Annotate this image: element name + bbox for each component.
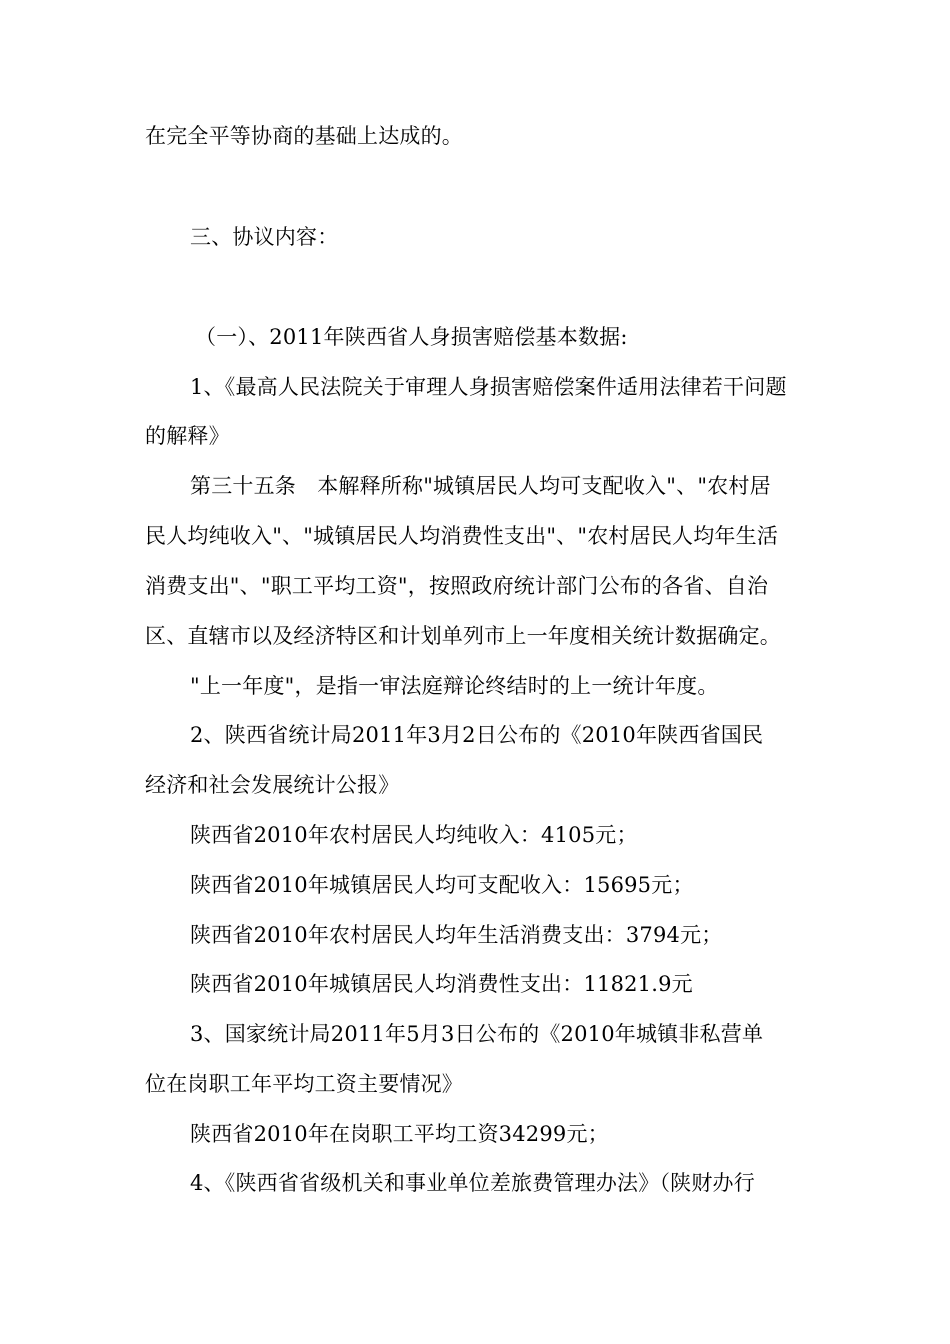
article-35-line-4: 区、直辖市以及经济特区和计划单列市上一年度相关统计数据确定。: [145, 624, 781, 648]
average-wage: 陕西省2010年在岗职工平均工资34299元；: [190, 1122, 609, 1146]
item-3-line-2: 位在岗职工年平均工资主要情况》: [145, 1072, 463, 1096]
article-35-line-2: 民人均纯收入"、"城镇居民人均消费性支出"、"农村居民人均年生活: [145, 524, 779, 548]
rural-net-income: 陕西省2010年农村居民人均纯收入：4105元；: [190, 823, 638, 847]
rural-living-expenditure: 陕西省2010年农村居民人均年生活消费支出：3794元；: [190, 923, 723, 947]
item-3-line-1: 3、国家统计局2011年5月3日公布的《2010年城镇非私营单: [190, 1022, 764, 1046]
item-1-line-2: 的解释》: [145, 424, 230, 448]
previous-year-definition: "上一年度"，是指一审法庭辩论终结时的上一统计年度。: [190, 674, 719, 698]
item-1-line-1: 1、《最高人民法院关于审理人身损害赔偿案件适用法律若干问题: [190, 375, 787, 399]
item-4-line-1: 4、《陕西省省级机关和事业单位差旅费管理办法》（陕财办行: [190, 1171, 755, 1195]
urban-consumption-expenditure: 陕西省2010年城镇居民人均消费性支出：11821.9元: [190, 972, 693, 996]
section-heading-agreement: 三、协议内容：: [190, 225, 339, 249]
item-2-line-1: 2、陕西省统计局2011年3月2日公布的《2010年陕西省国民: [190, 723, 764, 747]
subsection-heading-basic-data: （一）、2011年陕西省人身损害赔偿基本数据:: [195, 325, 628, 349]
article-35-line-3: 消费支出"、"职工平均工资"，按照政府统计部门公布的各省、自治: [145, 574, 769, 598]
urban-disposable-income: 陕西省2010年城镇居民人均可支配收入：15695元；: [190, 873, 694, 897]
item-2-line-2: 经济和社会发展统计公报》: [145, 773, 400, 797]
text-line-continuation: 在完全平等协商的基础上达成的。: [145, 124, 463, 148]
article-35-line-1: 第三十五条 本解释所称"城镇居民人均可支配收入"、"农村居: [190, 474, 771, 498]
